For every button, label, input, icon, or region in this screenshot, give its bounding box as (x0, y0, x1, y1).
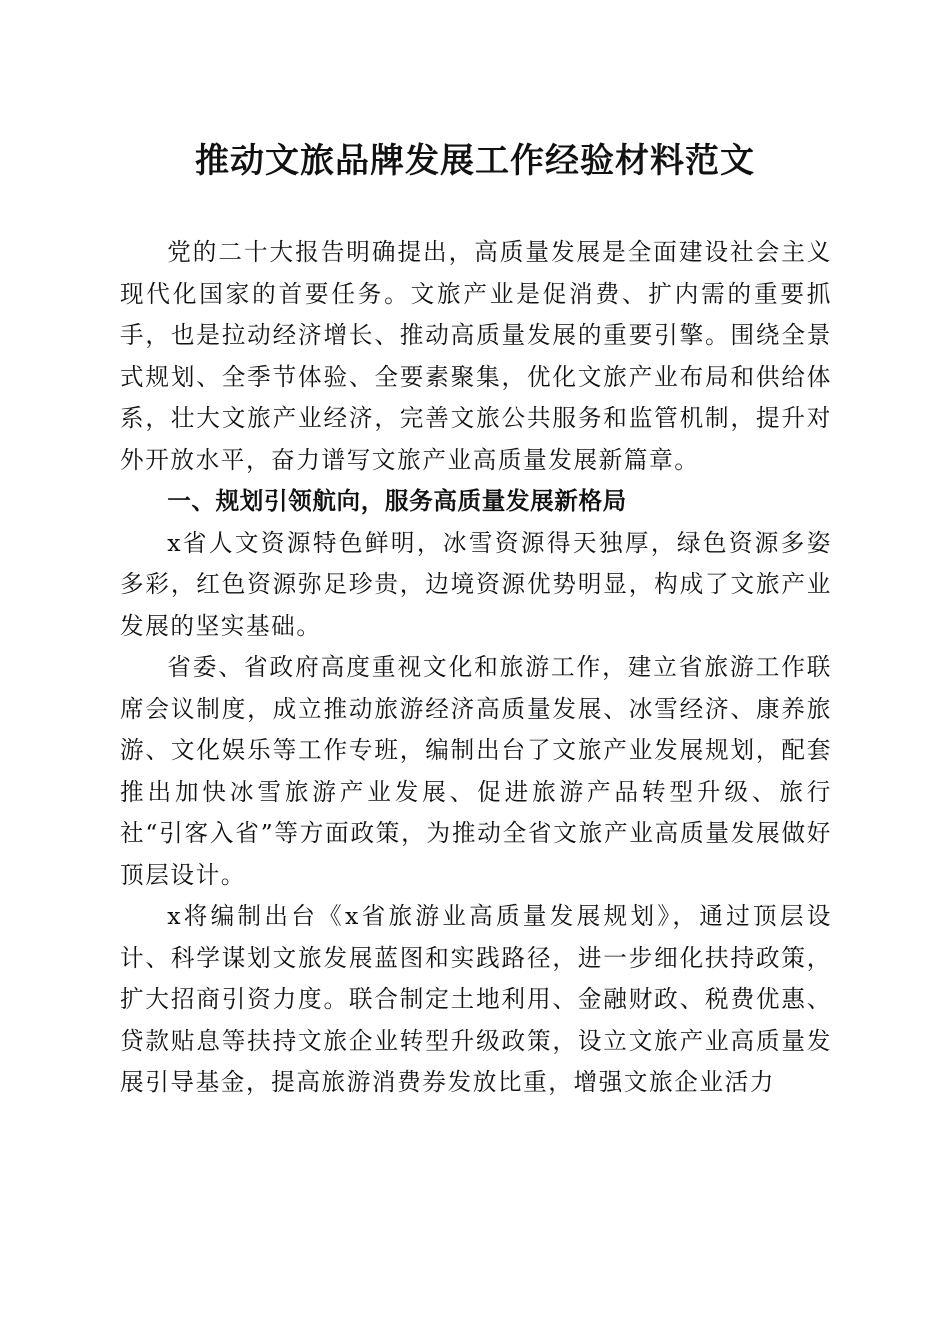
document-body (120, 232, 832, 1104)
paragraph-intro: 党的二十大报告明确提出，高质量发展是全面建设社会主义现代化国家的首要任务。文旅产业是促消费、扩内需的重要抓手，也是拉动经济增长、推动高质量发展的重要引擎。围绕全景式规划、全季节体验、全要素聚集，优化文旅产业布局和供给体系，壮大文旅产业经济，完善文旅公共服务和监管机制，提升对外开放水平，奋力谱写文旅产业高质量发展新篇章。 (120, 238, 832, 474)
paragraph-policy: 省委、省政府高度重视文化和旅游工作，建立省旅游工作联席会议制度，成立推动旅游经济高质量发展、冰雪经济、康养旅游、文化娱乐等工作专班，编制出台了文旅产业发展规划，配套推出加快冰雪旅游产业发展、促进旅游产品转型升级、旅行社“引客入省”等方面政策，为推动全省文旅产业高质量发展做好顶层设计。 (120, 653, 832, 889)
paragraph-resources: x省人文资源特色鲜明，冰雪资源得天独厚，绿色资源多姿多彩，红色资源弥足珍贵，边境资源优势明显，构成了文旅产业发展的坚实基础。 (120, 528, 832, 640)
section-heading-1: 一、规划引领航向，服务高质量发展新格局 (167, 487, 627, 515)
document-title: 推动文旅品牌发展工作经验材料范文 (195, 141, 755, 181)
paragraph-planning: x将编制出台《x省旅游业高质量发展规划》，通过顶层设计、科学谋划文旅发展蓝图和实践路径，进一步细化扶持政策，扩大招商引资力度。联合制定土地利用、金融财政、税费优惠、贷款贴息等扶持文旅企业转型升级政策，设立文旅产业高质量发展引导基金，提高旅游消费券发放比重，增强文旅企业活力 (120, 902, 832, 1096)
